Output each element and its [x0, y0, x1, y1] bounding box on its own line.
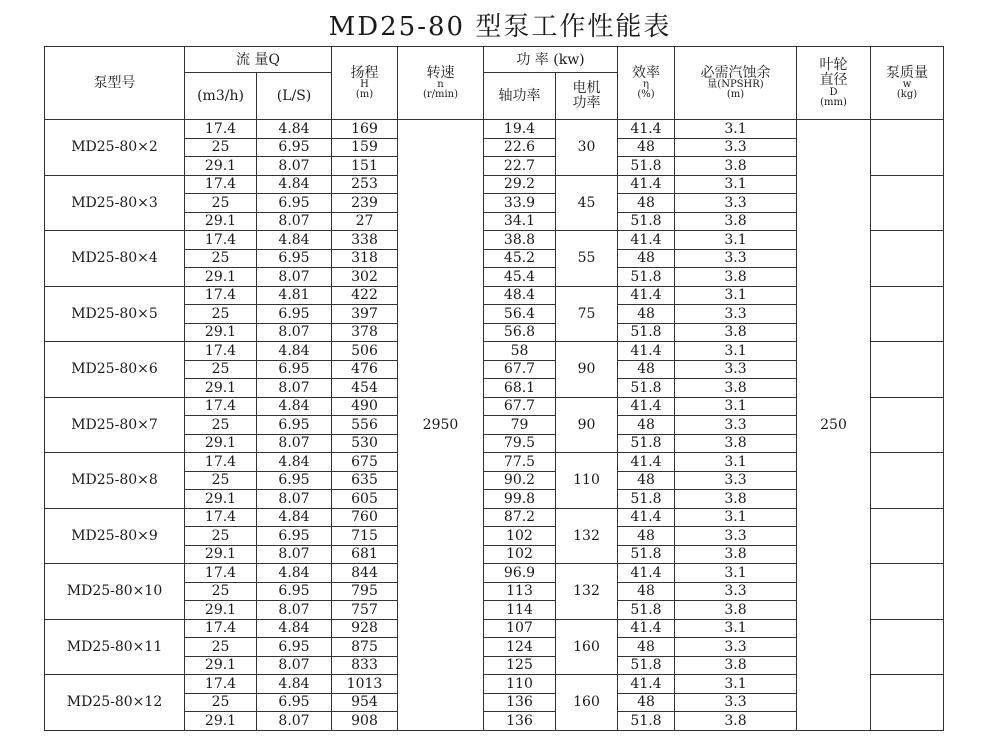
shaft-power-cell: 102: [484, 545, 556, 564]
flow-m3h-cell: 29.1: [185, 545, 257, 564]
head-cell: 605: [332, 490, 398, 509]
pump-model-cell: MD25-80×11: [45, 619, 185, 675]
npshr-cell: 3.1: [675, 286, 797, 305]
npshr-cell: 3.3: [675, 693, 797, 712]
pump-mass-cell: [871, 508, 944, 564]
performance-table: [44, 46, 944, 731]
shaft-power-cell: 56.4: [484, 305, 556, 324]
pump-mass-cell: [871, 231, 944, 287]
shaft-power-cell: 79.5: [484, 434, 556, 453]
header-power: 功 率 (kw): [484, 47, 618, 73]
efficiency-cell: 48: [618, 416, 675, 435]
flow-ls-cell: 4.84: [257, 675, 332, 694]
efficiency-cell: 48: [618, 471, 675, 490]
pump-model-cell: MD25-80×8: [45, 453, 185, 509]
pump-model-cell: MD25-80×6: [45, 342, 185, 398]
shaft-power-cell: 68.1: [484, 379, 556, 398]
pump-model-cell: MD25-80×9: [45, 508, 185, 564]
efficiency-cell: 48: [618, 305, 675, 324]
flow-m3h-cell: 25: [185, 138, 257, 157]
header-efficiency: 效率 η (%): [618, 47, 675, 120]
flow-m3h-cell: 25: [185, 249, 257, 268]
flow-m3h-cell: 25: [185, 638, 257, 657]
flow-m3h-cell: 29.1: [185, 656, 257, 675]
motor-power-cell: 30: [556, 120, 618, 176]
shaft-power-cell: 34.1: [484, 212, 556, 231]
head-cell: 928: [332, 619, 398, 638]
pump-model-cell: MD25-80×2: [45, 120, 185, 176]
head-cell: 169: [332, 120, 398, 139]
pump-model-cell: MD25-80×3: [45, 175, 185, 231]
efficiency-cell: 51.8: [618, 212, 675, 231]
flow-m3h-cell: 17.4: [185, 453, 257, 472]
shaft-power-cell: 56.8: [484, 323, 556, 342]
efficiency-cell: 48: [618, 527, 675, 546]
pump-mass-cell: [871, 120, 944, 176]
flow-m3h-cell: 25: [185, 305, 257, 324]
flow-m3h-cell: 29.1: [185, 157, 257, 176]
header-flow-ls: (L/S): [257, 73, 332, 120]
head-cell: 378: [332, 323, 398, 342]
flow-m3h-cell: 17.4: [185, 508, 257, 527]
flow-ls-cell: 6.95: [257, 638, 332, 657]
shaft-power-cell: 107: [484, 619, 556, 638]
motor-power-cell: 160: [556, 619, 618, 675]
shaft-power-cell: 77.5: [484, 453, 556, 472]
header-head: 扬程 H (m): [332, 47, 398, 120]
header-motor-power: 电机 功率: [556, 73, 618, 120]
npshr-cell: 3.3: [675, 360, 797, 379]
header-impeller: 叶轮 直径 D (mm): [797, 47, 871, 120]
efficiency-cell: 48: [618, 249, 675, 268]
pump-model-cell: MD25-80×12: [45, 675, 185, 731]
npshr-cell: 3.1: [675, 453, 797, 472]
flow-m3h-cell: 17.4: [185, 342, 257, 361]
head-cell: 833: [332, 656, 398, 675]
head-cell: 239: [332, 194, 398, 213]
shaft-power-cell: 38.8: [484, 231, 556, 250]
head-cell: 675: [332, 453, 398, 472]
flow-m3h-cell: 17.4: [185, 231, 257, 250]
head-cell: 530: [332, 434, 398, 453]
head-cell: 1013: [332, 675, 398, 694]
head-cell: 397: [332, 305, 398, 324]
flow-ls-cell: 8.07: [257, 379, 332, 398]
shaft-power-cell: 113: [484, 582, 556, 601]
efficiency-cell: 41.4: [618, 342, 675, 361]
flow-ls-cell: 4.84: [257, 619, 332, 638]
efficiency-cell: 48: [618, 693, 675, 712]
flow-ls-cell: 6.95: [257, 249, 332, 268]
flow-m3h-cell: 17.4: [185, 619, 257, 638]
shaft-power-cell: 96.9: [484, 564, 556, 583]
flow-m3h-cell: 25: [185, 527, 257, 546]
efficiency-cell: 41.4: [618, 675, 675, 694]
shaft-power-cell: 67.7: [484, 397, 556, 416]
pump-mass-cell: [871, 619, 944, 675]
flow-ls-cell: 4.84: [257, 342, 332, 361]
shaft-power-cell: 99.8: [484, 490, 556, 509]
head-cell: 875: [332, 638, 398, 657]
flow-ls-cell: 6.95: [257, 360, 332, 379]
pump-model-cell: MD25-80×10: [45, 564, 185, 620]
head-cell: 253: [332, 175, 398, 194]
shaft-power-cell: 90.2: [484, 471, 556, 490]
flow-ls-cell: 4.84: [257, 453, 332, 472]
head-cell: 760: [332, 508, 398, 527]
shaft-power-cell: 58: [484, 342, 556, 361]
efficiency-cell: 41.4: [618, 453, 675, 472]
flow-m3h-cell: 29.1: [185, 379, 257, 398]
flow-ls-cell: 6.95: [257, 416, 332, 435]
npshr-cell: 3.3: [675, 638, 797, 657]
npshr-cell: 3.3: [675, 138, 797, 157]
header-mass: 泵质量 w (kg): [871, 47, 944, 120]
flow-ls-cell: 4.84: [257, 231, 332, 250]
shaft-power-cell: 33.9: [484, 194, 556, 213]
npshr-cell: 3.8: [675, 434, 797, 453]
flow-ls-cell: 8.07: [257, 268, 332, 287]
npshr-cell: 3.8: [675, 545, 797, 564]
shaft-power-cell: 136: [484, 712, 556, 731]
shaft-power-cell: 22.7: [484, 157, 556, 176]
npshr-cell: 3.3: [675, 249, 797, 268]
shaft-power-cell: 136: [484, 693, 556, 712]
efficiency-cell: 41.4: [618, 175, 675, 194]
speed-cell: 2950: [398, 120, 484, 731]
head-cell: 757: [332, 601, 398, 620]
flow-m3h-cell: 29.1: [185, 601, 257, 620]
shaft-power-cell: 79: [484, 416, 556, 435]
head-cell: 490: [332, 397, 398, 416]
npshr-cell: 3.3: [675, 416, 797, 435]
head-cell: 506: [332, 342, 398, 361]
head-cell: 338: [332, 231, 398, 250]
head-cell: 151: [332, 157, 398, 176]
head-cell: 302: [332, 268, 398, 287]
motor-power-cell: 55: [556, 231, 618, 287]
efficiency-cell: 51.8: [618, 490, 675, 509]
efficiency-cell: 51.8: [618, 323, 675, 342]
npshr-cell: 3.8: [675, 712, 797, 731]
head-cell: 795: [332, 582, 398, 601]
pump-mass-cell: [871, 564, 944, 620]
flow-ls-cell: 8.07: [257, 434, 332, 453]
flow-ls-cell: 4.84: [257, 175, 332, 194]
flow-ls-cell: 6.95: [257, 527, 332, 546]
head-cell: 422: [332, 286, 398, 305]
flow-ls-cell: 8.07: [257, 712, 332, 731]
npshr-cell: 3.3: [675, 471, 797, 490]
pump-model-cell: MD25-80×5: [45, 286, 185, 342]
npshr-cell: 3.8: [675, 601, 797, 620]
flow-m3h-cell: 25: [185, 582, 257, 601]
motor-power-cell: 75: [556, 286, 618, 342]
motor-power-cell: 160: [556, 675, 618, 731]
shaft-power-cell: 67.7: [484, 360, 556, 379]
flow-ls-cell: 6.95: [257, 305, 332, 324]
flow-m3h-cell: 29.1: [185, 212, 257, 231]
flow-ls-cell: 8.07: [257, 323, 332, 342]
npshr-cell: 3.1: [675, 564, 797, 583]
npshr-cell: 3.8: [675, 268, 797, 287]
head-cell: 954: [332, 693, 398, 712]
flow-m3h-cell: 17.4: [185, 175, 257, 194]
npshr-cell: 3.1: [675, 508, 797, 527]
head-cell: 27: [332, 212, 398, 231]
flow-m3h-cell: 17.4: [185, 564, 257, 583]
flow-ls-cell: 4.84: [257, 397, 332, 416]
shaft-power-cell: 110: [484, 675, 556, 694]
shaft-power-cell: 19.4: [484, 120, 556, 139]
flow-m3h-cell: 25: [185, 471, 257, 490]
npshr-cell: 3.3: [675, 194, 797, 213]
head-cell: 715: [332, 527, 398, 546]
flow-m3h-cell: 25: [185, 693, 257, 712]
flow-ls-cell: 8.07: [257, 157, 332, 176]
efficiency-cell: 41.4: [618, 619, 675, 638]
head-cell: 476: [332, 360, 398, 379]
npshr-cell: 3.8: [675, 656, 797, 675]
shaft-power-cell: 102: [484, 527, 556, 546]
header-npshr: 必需汽蚀余 量(NPSHR) (m): [675, 47, 797, 120]
header-shaft-power: 轴功率: [484, 73, 556, 120]
efficiency-cell: 51.8: [618, 268, 675, 287]
impeller-diameter-cell: 250: [797, 120, 871, 731]
flow-ls-cell: 6.95: [257, 693, 332, 712]
pump-mass-cell: [871, 286, 944, 342]
flow-ls-cell: 4.84: [257, 564, 332, 583]
page-title: MD25-80 型泵工作性能表: [328, 12, 672, 42]
efficiency-cell: 41.4: [618, 564, 675, 583]
flow-ls-cell: 4.84: [257, 120, 332, 139]
npshr-cell: 3.3: [675, 305, 797, 324]
flow-ls-cell: 8.07: [257, 212, 332, 231]
pump-model-cell: MD25-80×7: [45, 397, 185, 453]
flow-m3h-cell: 17.4: [185, 675, 257, 694]
npshr-cell: 3.1: [675, 120, 797, 139]
head-cell: 556: [332, 416, 398, 435]
flow-ls-cell: 6.95: [257, 471, 332, 490]
motor-power-cell: 90: [556, 397, 618, 453]
motor-power-cell: 132: [556, 508, 618, 564]
motor-power-cell: 90: [556, 342, 618, 398]
efficiency-cell: 48: [618, 638, 675, 657]
head-cell: 681: [332, 545, 398, 564]
flow-ls-cell: 8.07: [257, 601, 332, 620]
flow-ls-cell: 4.81: [257, 286, 332, 305]
npshr-cell: 3.1: [675, 231, 797, 250]
npshr-cell: 3.8: [675, 379, 797, 398]
flow-ls-cell: 8.07: [257, 656, 332, 675]
npshr-cell: 3.1: [675, 342, 797, 361]
shaft-power-cell: 87.2: [484, 508, 556, 527]
flow-m3h-cell: 17.4: [185, 120, 257, 139]
pump-mass-cell: [871, 453, 944, 509]
shaft-power-cell: 29.2: [484, 175, 556, 194]
npshr-cell: 3.8: [675, 157, 797, 176]
efficiency-cell: 41.4: [618, 231, 675, 250]
npshr-cell: 3.3: [675, 527, 797, 546]
header-flow-m3h: (m3/h): [185, 73, 257, 120]
npshr-cell: 3.3: [675, 582, 797, 601]
head-cell: 908: [332, 712, 398, 731]
efficiency-cell: 41.4: [618, 397, 675, 416]
flow-m3h-cell: 29.1: [185, 434, 257, 453]
efficiency-cell: 41.4: [618, 508, 675, 527]
npshr-cell: 3.8: [675, 490, 797, 509]
flow-m3h-cell: 17.4: [185, 286, 257, 305]
flow-ls-cell: 8.07: [257, 490, 332, 509]
flow-m3h-cell: 25: [185, 416, 257, 435]
npshr-cell: 3.1: [675, 175, 797, 194]
efficiency-cell: 48: [618, 360, 675, 379]
shaft-power-cell: 125: [484, 656, 556, 675]
motor-power-cell: 45: [556, 175, 618, 231]
pump-mass-cell: [871, 397, 944, 453]
header-flow: 流 量Q: [185, 47, 332, 73]
head-cell: 454: [332, 379, 398, 398]
header-model: 泵型号: [45, 47, 185, 120]
efficiency-cell: 51.8: [618, 157, 675, 176]
flow-ls-cell: 6.95: [257, 138, 332, 157]
efficiency-cell: 51.8: [618, 379, 675, 398]
flow-ls-cell: 6.95: [257, 194, 332, 213]
head-cell: 844: [332, 564, 398, 583]
flow-m3h-cell: 25: [185, 360, 257, 379]
flow-m3h-cell: 17.4: [185, 397, 257, 416]
head-cell: 635: [332, 471, 398, 490]
flow-m3h-cell: 29.1: [185, 712, 257, 731]
motor-power-cell: 110: [556, 453, 618, 509]
flow-ls-cell: 4.84: [257, 508, 332, 527]
efficiency-cell: 41.4: [618, 120, 675, 139]
npshr-cell: 3.8: [675, 323, 797, 342]
header-speed: 转速 n (r/min): [398, 47, 484, 120]
flow-m3h-cell: 29.1: [185, 490, 257, 509]
efficiency-cell: 48: [618, 138, 675, 157]
shaft-power-cell: 114: [484, 601, 556, 620]
efficiency-cell: 48: [618, 582, 675, 601]
shaft-power-cell: 45.4: [484, 268, 556, 287]
head-cell: 318: [332, 249, 398, 268]
shaft-power-cell: 22.6: [484, 138, 556, 157]
flow-ls-cell: 8.07: [257, 545, 332, 564]
pump-mass-cell: [871, 342, 944, 398]
npshr-cell: 3.1: [675, 675, 797, 694]
flow-m3h-cell: 25: [185, 194, 257, 213]
flow-ls-cell: 6.95: [257, 582, 332, 601]
efficiency-cell: 51.8: [618, 712, 675, 731]
table-row: [45, 120, 944, 139]
efficiency-cell: 51.8: [618, 434, 675, 453]
shaft-power-cell: 48.4: [484, 286, 556, 305]
efficiency-cell: 48: [618, 194, 675, 213]
pump-mass-cell: [871, 175, 944, 231]
shaft-power-cell: 45.2: [484, 249, 556, 268]
efficiency-cell: 41.4: [618, 286, 675, 305]
flow-m3h-cell: 29.1: [185, 323, 257, 342]
npshr-cell: 3.8: [675, 212, 797, 231]
npshr-cell: 3.1: [675, 397, 797, 416]
efficiency-cell: 51.8: [618, 545, 675, 564]
efficiency-cell: 51.8: [618, 601, 675, 620]
pump-model-cell: MD25-80×4: [45, 231, 185, 287]
motor-power-cell: 132: [556, 564, 618, 620]
shaft-power-cell: 124: [484, 638, 556, 657]
head-cell: 159: [332, 138, 398, 157]
flow-m3h-cell: 29.1: [185, 268, 257, 287]
npshr-cell: 3.1: [675, 619, 797, 638]
efficiency-cell: 51.8: [618, 656, 675, 675]
pump-mass-cell: [871, 675, 944, 731]
